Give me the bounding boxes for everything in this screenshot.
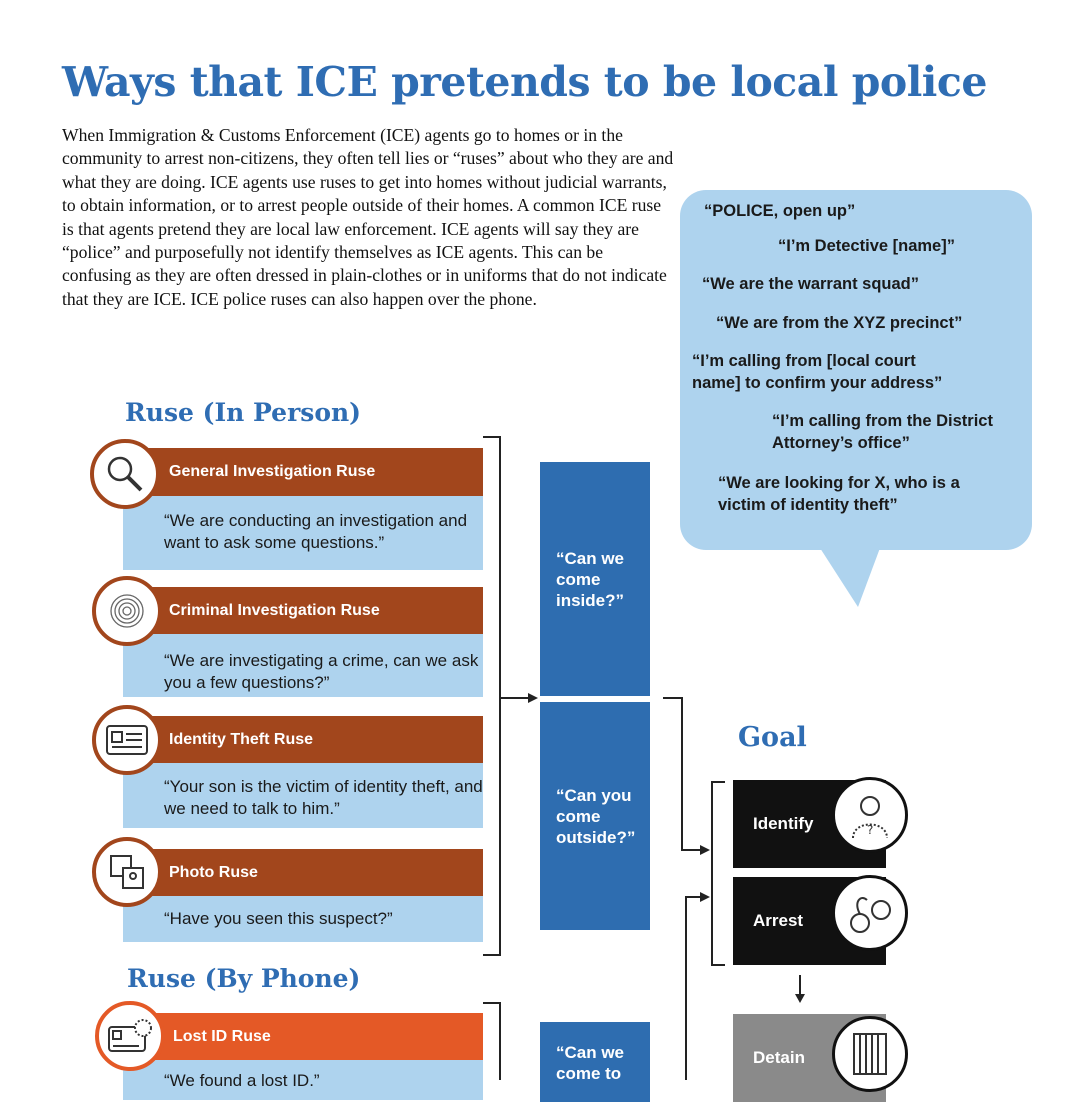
intro-paragraph: When Immigration & Customs Enforcement (ICE) agents go to homes or in the community to arrest non-citizens, they often tell lies or “ruses” about who they are and what they are doing. ICE agents use ruses to get into homes without judicial warrants, to obtain information, or to arrest people outside of their homes. A common ICE ruse is that agents pretend they are local law enforcement. ICE agents will say they are “police” and purposefully not identify themselves as ICE agents. This can be confusing as they are often dressed in plain-clothes or in uniforms that do not indicate that they are ICE. ICE police ruses can also happen over the phone. bbox=[62, 125, 674, 309]
bubble-quote: “I’m Detective [name]” bbox=[778, 237, 955, 255]
bubble-quote: “We are looking for X, who is a victim of identity theft” bbox=[718, 474, 960, 514]
goal-identify: Identify bbox=[733, 780, 886, 868]
ask-come-to: “Can we come to bbox=[540, 1022, 650, 1102]
bubble-quote: “We are the warrant squad” bbox=[702, 275, 920, 293]
ruse-title: Lost ID Ruse bbox=[123, 1013, 483, 1061]
ruse-title: Identity Theft Ruse bbox=[123, 716, 483, 764]
bubble-quote: “POLICE, open up” bbox=[704, 202, 856, 220]
ruse-title: General Investigation Ruse bbox=[123, 448, 483, 496]
goal-heading: Goal bbox=[738, 722, 807, 753]
ask-come-inside: “Can we come inside?” bbox=[540, 462, 650, 696]
goal-detain: Detain bbox=[733, 1014, 886, 1102]
ruse-quote: “We found a lost ID.” bbox=[123, 1060, 483, 1100]
bubble-tail bbox=[820, 548, 880, 607]
handcuffs-icon bbox=[832, 875, 908, 951]
in-person-heading: Ruse (In Person) bbox=[125, 398, 361, 427]
goal-arrest: Arrest bbox=[733, 877, 886, 965]
bubble-quote: “I’m calling from the District Attorney’s office” bbox=[772, 412, 993, 452]
ruse-quote: “We are investigating a crime, can we ask you a few questions?” bbox=[123, 634, 483, 697]
jail-bars-icon bbox=[832, 1016, 908, 1092]
ruse-title: Criminal Investigation Ruse bbox=[123, 587, 483, 635]
ruse-quote: “We are conducting an investigation and want to ask some questions.” bbox=[123, 496, 483, 570]
page-title: Ways that ICE pretends to be local police bbox=[62, 58, 987, 106]
person-question-icon bbox=[832, 777, 908, 853]
by-phone-heading: Ruse (By Phone) bbox=[127, 964, 361, 993]
ruse-quote: “Your son is the victim of identity theft, and we need to talk to him.” bbox=[123, 763, 483, 828]
fingerprint-icon bbox=[92, 576, 162, 646]
ruse-quote: “Have you seen this suspect?” bbox=[123, 896, 483, 942]
ask-come-outside: “Can you come outside?” bbox=[540, 702, 650, 930]
ruse-title: Photo Ruse bbox=[123, 849, 483, 897]
svg-text:?: ? bbox=[867, 823, 874, 837]
magnifier-icon bbox=[90, 439, 160, 509]
lost-id-icon bbox=[95, 1001, 165, 1071]
bubble-quote: “I’m calling from [local court name] to confirm your address” bbox=[692, 352, 943, 392]
id-card-icon bbox=[92, 705, 162, 775]
bubble-quote: “We are from the XYZ precinct” bbox=[716, 314, 963, 332]
photos-icon bbox=[92, 837, 162, 907]
